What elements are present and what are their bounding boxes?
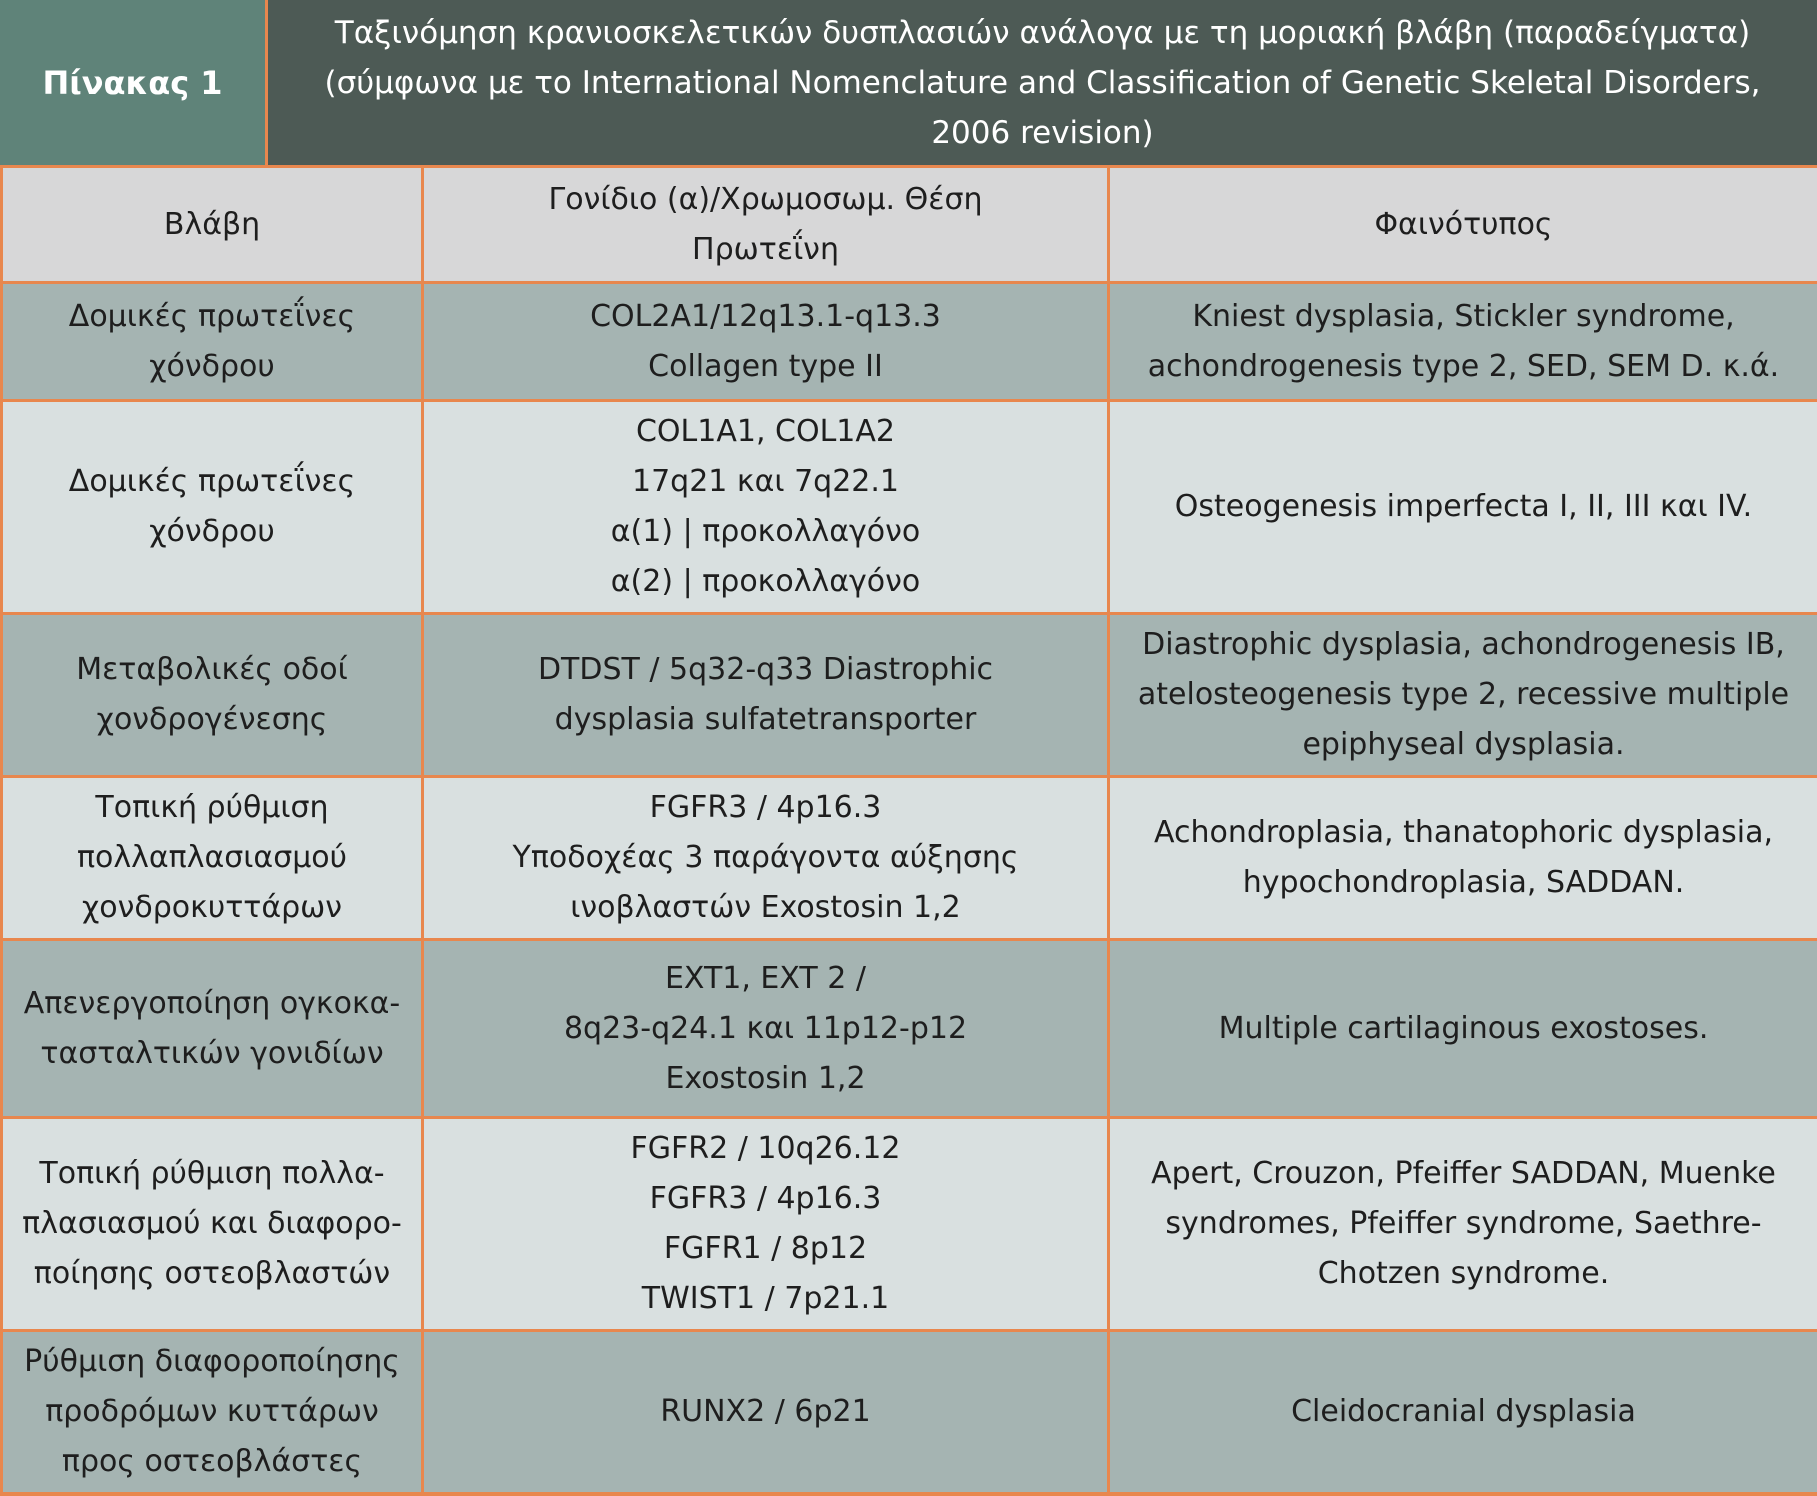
table-row	[2, 777, 1817, 940]
cell-gene: FGFR3 / 4p16.3 Υποδοχέας 3 παράγοντα αύξησης ινοβλαστών Exostosin 1,2	[423, 777, 1109, 940]
column-header-gene: Γονίδιο (α)/Χρωμοσωμ. Θέση Πρωτεΐνη	[423, 167, 1109, 283]
column-header-phenotype: Φαινότυπος	[1109, 167, 1817, 283]
cell-lesion: Ρύθμιση διαφοροποίησης προδρόμων κυττάρων προς οστεοβλάστες	[2, 1331, 423, 1494]
cell-gene: RUNX2 / 6p21	[423, 1331, 1109, 1494]
cell-phenotype: Kniest dysplasia, Stickler syndrome, achondrogenesis type 2, SED, SEM D. κ.ά.	[1109, 283, 1817, 401]
table-row	[2, 283, 1817, 401]
cell-lesion: Τοπική ρύθμιση πολλα- πλασιασμού και διαφορο- ποίησης οστεοβλαστών	[2, 1118, 423, 1331]
cell-phenotype: Apert, Crouzon, Pfeiffer SADDAN, Muenke syndromes, Pfeiffer syndrome, Saethre- Chotzen syndrome.	[1109, 1118, 1817, 1331]
cell-phenotype: Cleidocranial dysplasia	[1109, 1331, 1817, 1494]
classification-table	[0, 165, 1817, 1495]
cell-lesion: Μεταβολικές οδοί χονδρογένεσης	[2, 614, 423, 777]
cell-gene: COL2A1/12q13.1-q13.3 Collagen type II	[423, 283, 1109, 401]
cell-gene: EXT1, EXT 2 / 8q23-q24.1 και 11p12-p12 Exostosin 1,2	[423, 940, 1109, 1118]
cell-phenotype: Osteogenesis imperfecta I, II, III και IV.	[1109, 401, 1817, 614]
cell-lesion: Τοπική ρύθμιση πολλαπλασιασμού χονδροκυττάρων	[2, 777, 423, 940]
cell-lesion: Δομικές πρωτεΐνες χόνδρου	[2, 401, 423, 614]
table-title-bar	[0, 0, 1817, 165]
cell-phenotype: Multiple cartilaginous exostoses.	[1109, 940, 1817, 1118]
table-row	[2, 401, 1817, 614]
table-caption: Ταξινόμηση κρανιοσκελετικών δυσπλασιών ανάλογα με τη μοριακή βλάβη (παραδείγματα) (σύμφωνα με το International Nomenclature and Classification of Genetic Skeletal Disorders, 2006 revision)	[268, 0, 1817, 165]
table-row	[2, 1118, 1817, 1331]
table-number-label: Πίνακας 1	[0, 0, 268, 165]
table-row	[2, 940, 1817, 1118]
cell-gene: FGFR2 / 10q26.12 FGFR3 / 4p16.3 FGFR1 / 8p12 TWIST1 / 7p21.1	[423, 1118, 1109, 1331]
cell-phenotype: Diastrophic dysplasia, achondrogenesis IB, atelosteogenesis type 2, recessive multiple epiphyseal dysplasia.	[1109, 614, 1817, 777]
table-row	[2, 1331, 1817, 1494]
column-header-lesion: Βλάβη	[2, 167, 423, 283]
cell-phenotype: Achondroplasia, thanatophoric dysplasia, hypochondroplasia, SADDAN.	[1109, 777, 1817, 940]
cell-lesion: Δομικές πρωτεΐνες χόνδρου	[2, 283, 423, 401]
cell-gene: DTDST / 5q32-q33 Diastrophic dysplasia sulfatetransporter	[423, 614, 1109, 777]
cell-gene: COL1A1, COL1A2 17q21 και 7q22.1 α(1) | προκολλαγόνο α(2) | προκολλαγόνο	[423, 401, 1109, 614]
cell-lesion: Απενεργοποίηση ογκοκα- τασταλτικών γονιδίων	[2, 940, 423, 1118]
table-header-row	[2, 167, 1817, 283]
table-row	[2, 614, 1817, 777]
